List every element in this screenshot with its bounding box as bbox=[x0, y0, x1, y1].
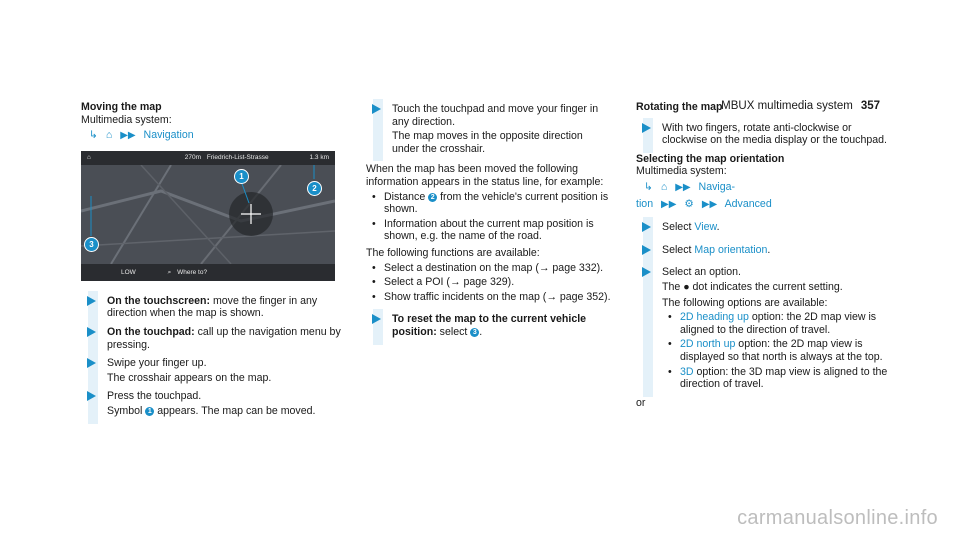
list-item bbox=[662, 311, 896, 336]
step-touchpad bbox=[81, 326, 353, 351]
home-icon: ⌂ bbox=[87, 153, 91, 161]
step-text bbox=[107, 405, 353, 418]
step-arrow-icon bbox=[642, 267, 651, 277]
paragraph: The following functions are available: bbox=[366, 246, 540, 259]
options-list bbox=[662, 311, 896, 391]
step-text: call up the navigation menu by pressing. bbox=[107, 325, 341, 351]
header-title: MBUX multimedia system bbox=[721, 100, 853, 112]
step-touch-move bbox=[366, 103, 612, 155]
step-text: With two fingers, rotate anti-clockwise or clockwise on the media display or the touchpad. bbox=[662, 121, 887, 147]
column-3 bbox=[636, 101, 896, 409]
step-bold: On the touchscreen: bbox=[107, 294, 211, 307]
chevron-right-icon: ▶▶ bbox=[120, 130, 136, 142]
step-text: Touch the touchpad and move your finger in any direction. bbox=[392, 103, 599, 128]
option-text: option: the 2D map view is displayed so that north is always at the top. bbox=[680, 338, 883, 363]
low-indicator: LOW bbox=[121, 268, 136, 276]
step-arrow-icon bbox=[642, 245, 651, 255]
step-arrow-icon bbox=[87, 358, 96, 368]
paragraph: When the map has been moved the following information appears in the status line, for example: bbox=[366, 163, 604, 188]
menu-label: Multimedia system: bbox=[636, 165, 727, 178]
callout-1: 1 bbox=[234, 169, 249, 184]
step-text: Press the touchpad. bbox=[107, 390, 202, 403]
map-bottom-bar bbox=[81, 264, 335, 281]
list-item: • Information about the current map position is shown, e.g. the name of the road. bbox=[366, 218, 612, 243]
gear-icon: ⚙ bbox=[684, 197, 694, 210]
nav-item-navigation: Navigation bbox=[143, 129, 194, 142]
chevron-right-icon: ▶▶ bbox=[661, 198, 677, 210]
step-arrow-icon bbox=[372, 104, 381, 114]
step-text: Select an option. bbox=[662, 266, 741, 279]
list-item bbox=[662, 366, 896, 391]
option-name: 3D bbox=[680, 365, 694, 378]
text-part: Select bbox=[662, 221, 695, 234]
section-heading: Rotating the map bbox=[636, 101, 723, 113]
step-reset: To reset the map to the current vehicle position: select 3 . bbox=[366, 313, 612, 338]
menu-path bbox=[89, 129, 353, 143]
option-text: option: the 2D map view is aligned to the direction of travel. bbox=[680, 311, 877, 336]
functions-list bbox=[366, 262, 612, 304]
return-arrow-icon: ↳ bbox=[644, 180, 653, 193]
section-heading: Selecting the map orientation bbox=[636, 152, 785, 165]
menu-term: Map orientation bbox=[694, 243, 768, 256]
info-list bbox=[366, 191, 612, 243]
text-part: Select bbox=[662, 243, 695, 256]
or-text: or bbox=[636, 396, 646, 409]
menu-term: View bbox=[694, 221, 717, 234]
step-text: Swipe your finger up. bbox=[107, 357, 207, 370]
chevron-right-icon: ▶▶ bbox=[675, 181, 691, 193]
navigation-screen-image bbox=[81, 151, 335, 281]
where-to-label: Where to? bbox=[177, 268, 208, 276]
step-bold: To reset the map to the current vehicle position: bbox=[392, 313, 587, 338]
page-number: 357 bbox=[860, 100, 880, 112]
nav-item-navigation: Naviga- bbox=[698, 180, 736, 193]
step-text: move the finger in any direction when the map is shown. bbox=[107, 294, 318, 320]
home-icon: ⌂ bbox=[105, 129, 113, 142]
step-text: The crosshair appears on the map. bbox=[107, 371, 272, 384]
menu-path bbox=[644, 181, 896, 195]
distance-readout: 270m bbox=[184, 153, 202, 161]
step-arrow-icon bbox=[87, 391, 96, 401]
step-text: The following options are available: bbox=[662, 296, 828, 309]
map-status-bar bbox=[81, 151, 335, 165]
step-arrow-icon bbox=[642, 222, 651, 232]
chevron-right-icon: ▶▶ bbox=[701, 198, 718, 210]
list-item: • Select a destination on the map (→ page 332). bbox=[366, 262, 612, 275]
menu-label: Multimedia system: bbox=[81, 113, 172, 126]
step-arrow-icon bbox=[87, 327, 96, 337]
step-arrow-icon bbox=[642, 123, 651, 133]
list-item: • Select a POI (→ page 329). bbox=[366, 276, 612, 289]
step-touchscreen bbox=[81, 295, 353, 320]
step-bold: On the touchpad: bbox=[107, 325, 195, 338]
column-2 bbox=[366, 101, 612, 339]
search-icon: ⌕ bbox=[167, 268, 172, 276]
option-text: option: the 3D map view is aligned to the direction of travel. bbox=[680, 365, 888, 391]
return-arrow-icon: ↳ bbox=[89, 129, 98, 142]
watermark: carmanualsonline.info bbox=[737, 507, 938, 530]
step-press bbox=[81, 390, 353, 417]
text-part: Distance bbox=[384, 190, 429, 203]
nav-item-navigation-cont: tion bbox=[636, 197, 654, 210]
map-graphic bbox=[81, 151, 335, 281]
step-select-view: Select View. bbox=[636, 221, 896, 234]
text-part: from the vehicle's current position is shown. bbox=[384, 190, 609, 216]
home-icon: ⌂ bbox=[660, 180, 668, 193]
callout-2: 2 bbox=[307, 181, 322, 196]
option-name: 2D north up bbox=[680, 338, 736, 351]
step-arrow-icon bbox=[372, 314, 381, 324]
street-name: Friedrich-List-Strasse bbox=[206, 153, 269, 161]
callout-number: 2 bbox=[428, 193, 437, 202]
step-select-option bbox=[636, 266, 896, 390]
step-text: The map moves in the opposite direction under the crosshair. bbox=[392, 130, 583, 155]
step-select-orientation: Select Map orientation. bbox=[636, 244, 896, 257]
nav-item-advanced: Advanced bbox=[724, 197, 772, 210]
step-arrow-icon bbox=[87, 296, 96, 306]
callout-number: 3 bbox=[470, 328, 479, 337]
list-item bbox=[366, 191, 612, 216]
list-item bbox=[662, 338, 896, 363]
step-text: select bbox=[436, 325, 471, 338]
text-part: appears. The map can be moved. bbox=[154, 404, 316, 417]
step-swipe bbox=[81, 357, 353, 384]
menu-path-cont bbox=[636, 198, 896, 212]
callout-3: 3 bbox=[84, 237, 99, 252]
step-text: The ● dot indicates the current setting. bbox=[662, 280, 843, 293]
text-part: Symbol bbox=[107, 404, 146, 417]
list-item: • Show traffic incidents on the map (→ page 352). bbox=[366, 291, 612, 304]
callout-number: 1 bbox=[145, 407, 154, 416]
section-heading: Moving the map bbox=[81, 101, 162, 113]
step-rotate bbox=[636, 122, 896, 147]
km-readout: 1.3 km bbox=[309, 153, 329, 161]
option-name: 2D heading up bbox=[680, 311, 749, 324]
column-1 bbox=[81, 101, 353, 420]
